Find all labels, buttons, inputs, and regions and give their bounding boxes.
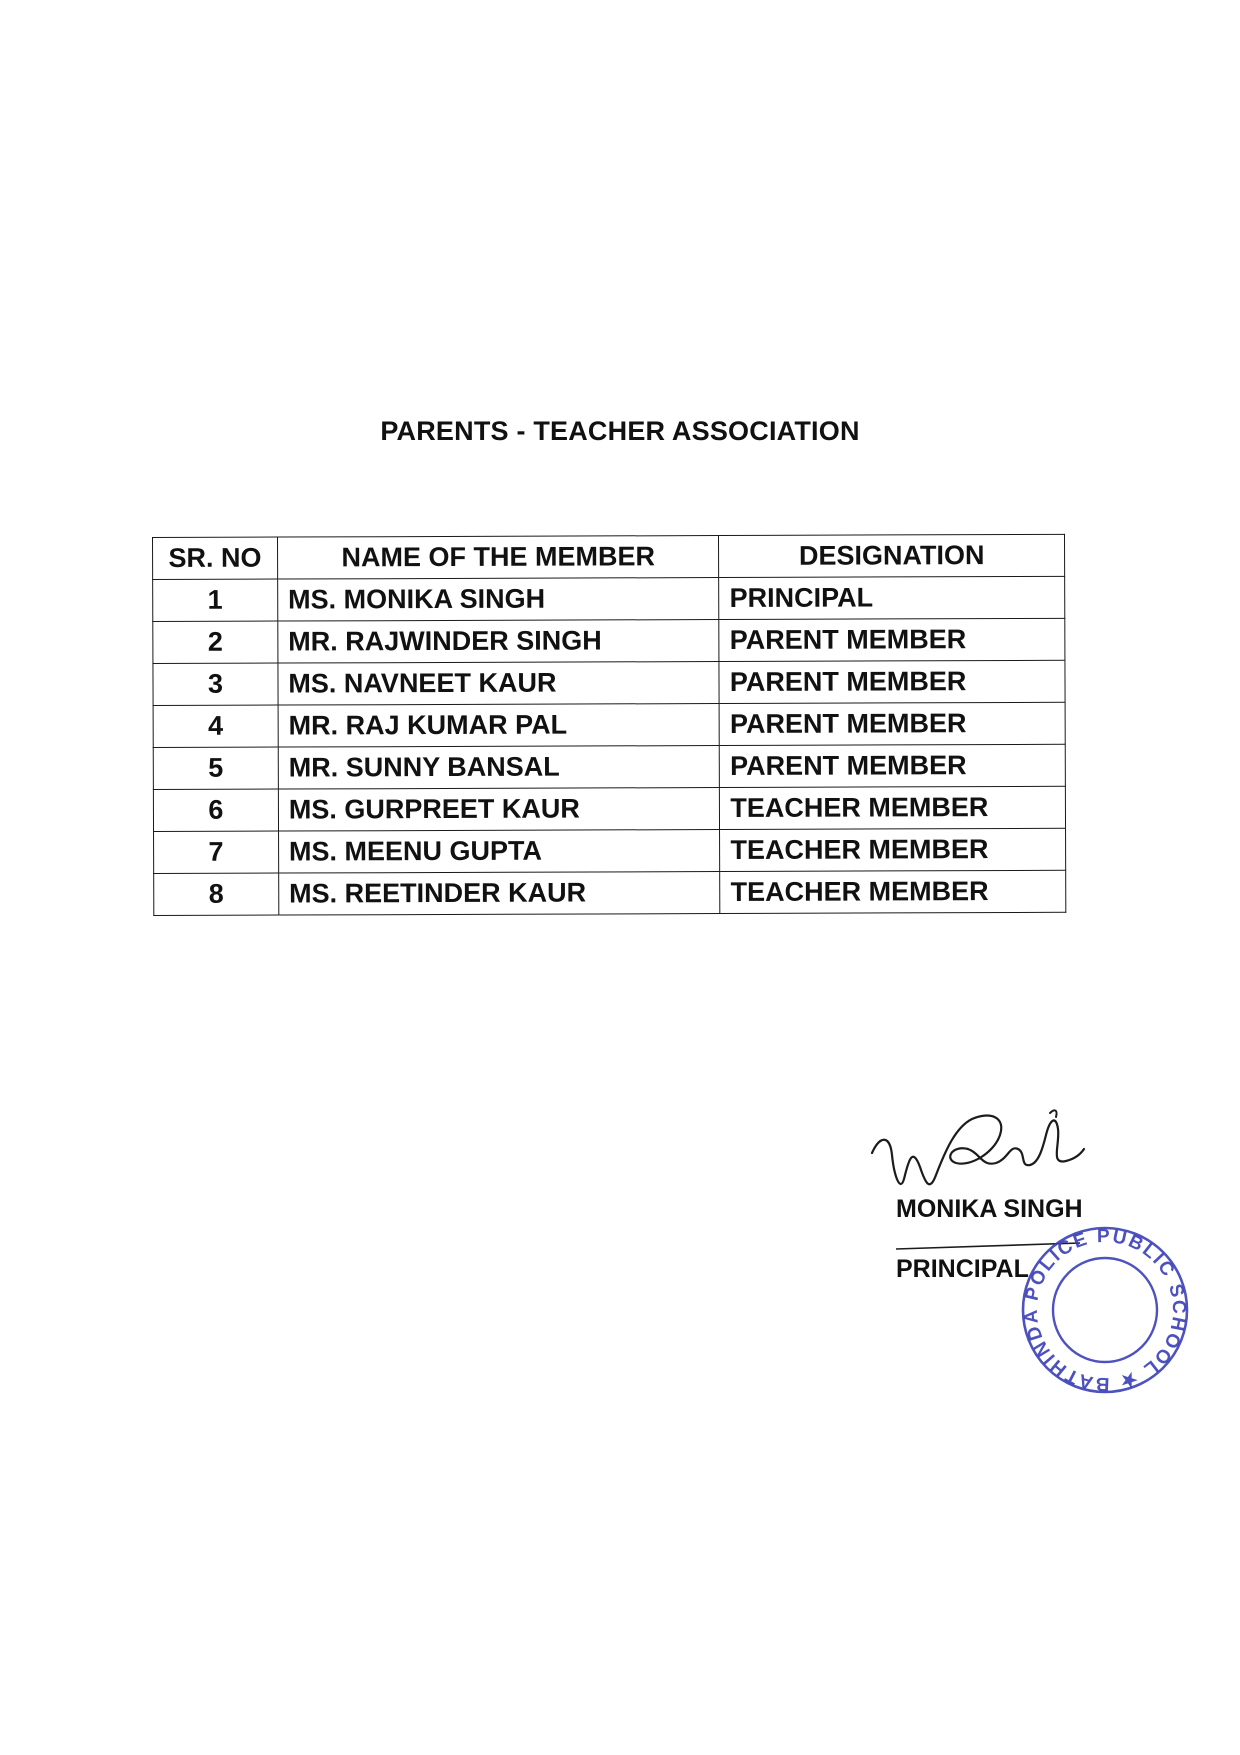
signatory-name: MONIKA SINGH — [896, 1195, 1083, 1223]
table-row — [153, 744, 1065, 789]
cell-member-name: MS. MONIKA SINGH — [278, 578, 720, 622]
cell-designation: PRINCIPAL — [719, 576, 1065, 619]
signature-block — [860, 1105, 1190, 1445]
cell-member-name: MS. NAVNEET KAUR — [278, 662, 720, 706]
signatory-title: PRINCIPAL — [896, 1255, 1029, 1283]
table-row — [154, 870, 1066, 915]
table-row — [153, 786, 1065, 831]
members-table — [152, 534, 1066, 916]
cell-sr-no: 4 — [153, 705, 278, 747]
header-member-name: NAME OF THE MEMBER — [277, 536, 719, 580]
table-row — [153, 660, 1065, 705]
cell-member-name: MS. GURPREET KAUR — [278, 788, 720, 832]
header-designation: DESIGNATION — [719, 534, 1065, 577]
cell-sr-no: 7 — [154, 831, 279, 873]
cell-sr-no: 2 — [153, 621, 278, 663]
cell-designation: PARENT MEMBER — [719, 702, 1065, 745]
cell-sr-no: 3 — [153, 663, 278, 705]
school-seal-stamp — [1020, 1225, 1190, 1395]
cell-member-name: MR. RAJ KUMAR PAL — [278, 704, 720, 748]
table-row — [153, 702, 1065, 747]
cell-designation: PARENT MEMBER — [720, 744, 1066, 787]
table-row — [154, 828, 1066, 873]
table-header-row — [153, 534, 1065, 579]
cell-sr-no: 6 — [153, 789, 278, 831]
header-sr-no: SR. NO — [153, 537, 278, 579]
cell-sr-no: 1 — [153, 579, 278, 621]
cell-member-name: MS. REETINDER KAUR — [279, 872, 721, 916]
cell-designation: PARENT MEMBER — [719, 618, 1065, 661]
cell-sr-no: 8 — [154, 873, 279, 915]
table-row — [153, 576, 1065, 621]
cell-member-name: MS. MEENU GUPTA — [278, 830, 720, 874]
cell-sr-no: 5 — [153, 747, 278, 789]
cell-designation: TEACHER MEMBER — [720, 786, 1066, 829]
svg-text:POLICE PUBLIC SCHOOL ★ BATHIND: POLICE PUBLIC SCHOOL ★ BATHINDA — [1020, 1225, 1190, 1395]
table-row — [153, 618, 1065, 663]
cell-member-name: MR. SUNNY BANSAL — [278, 746, 720, 790]
page-title: PARENTS - TEACHER ASSOCIATION — [380, 416, 860, 446]
cell-designation: TEACHER MEMBER — [720, 870, 1066, 913]
cell-member-name: MR. RAJWINDER SINGH — [278, 620, 720, 664]
cell-designation: PARENT MEMBER — [719, 660, 1065, 703]
cell-designation: TEACHER MEMBER — [720, 828, 1066, 871]
